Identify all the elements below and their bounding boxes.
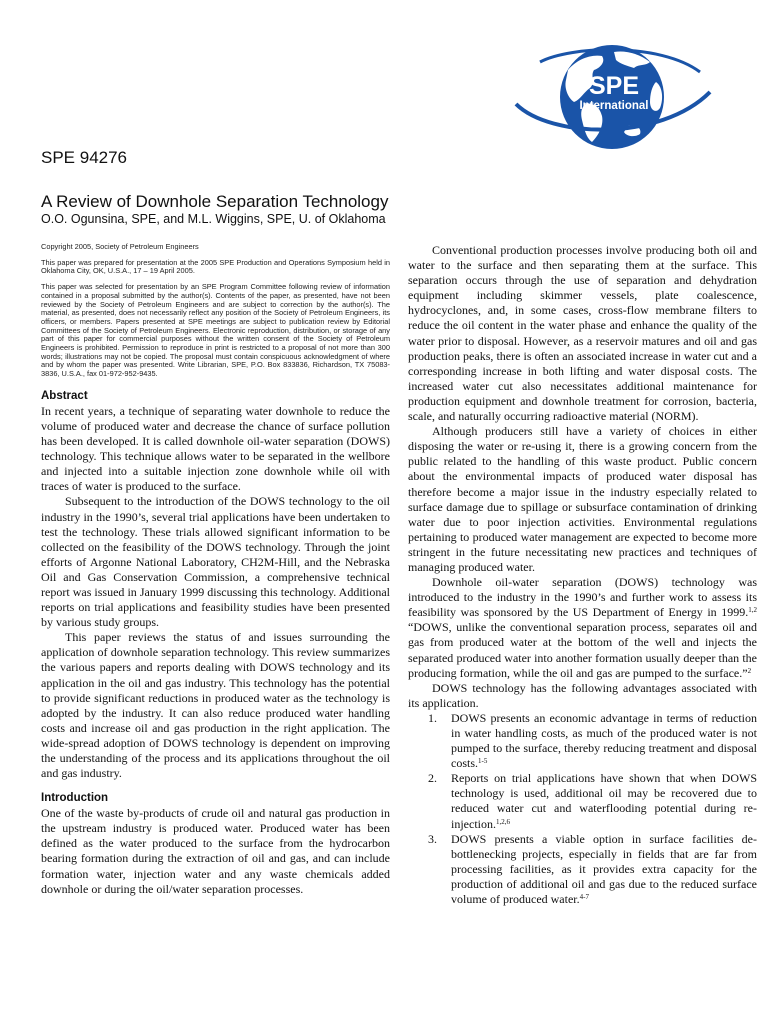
spe-international-logo — [510, 42, 715, 152]
list-item-number: 3. — [428, 831, 437, 846]
introduction-heading: Introduction — [41, 792, 109, 805]
citation-superscript: 2 — [747, 666, 752, 675]
citation-superscript: 4-7 — [579, 893, 589, 902]
introduction-paragraph-1: One of the waste by-products of crude oil and natural gas production in the upstream industry is produced water. Produced water has been defined as the water produced to the surface from the hydrocarbon bearing formation during the extraction of oil and gas, and can include formation water, injection water and any waste chemicals added downhole or during the oil/water separation processes. — [41, 806, 390, 896]
disclaimer-notice: This paper was selected for presentation by an SPE Program Committee following review of information contained in a proposal submitted by the author(s). Contents of the paper, as presented, have not been reviewed by the Society of Petroleum Engineers and are subject to correction by the author(s). The material, as presented, does not necessarily reflect any position of the Society of Petroleum Engineers, its officers, or members. Papers presented at SPE meetings are subject to publication review by Editorial Committees of the Society of Petroleum Engineers. Electronic reproduction, distribution, or storage of any part of this paper for commercial purposes without the written consent of the Society of Petroleum Engineers is prohibited. Permission to reproduce in print is restricted to a proposal of not more than 300 words; illustrations may not be copied. The proposal must contain conspicuous acknowledgment of where and by whom the paper was presented. Write Librarian, SPE, P.O. Box 833836, Richardson, TX 75083-3836, U.S.A., fax 01-972-952-9435. — [41, 282, 390, 379]
list-item-number: 1. — [428, 710, 437, 725]
list-item-text: Reports on trial applications have shown that when DOWS technology is used, additional oil may be recovered due to reduced water cut and waterflooding potential during re-injection. — [451, 771, 757, 831]
abstract-paragraph-2: Subsequent to the introduction of the DOWS technology to the oil industry in the 1990’s, several trial applications have been undertaken to test the technology. These trials allowed significant information to be collected on the feasibility of the DOWS technology. Through the joint efforts of Argonne National Laboratory, CH2M-Hill, and the Nebraska Oil and Gas Conservation Commission, a comprehensive technical report was issued in January 1999 discussing this technology. Additional reports on trial applications and feasibility studies have been presented by various study groups. — [41, 494, 390, 630]
copyright-notice: Copyright 2005, Society of Petroleum Engineers — [41, 242, 199, 251]
citation-superscript: 1,2,6 — [496, 817, 510, 826]
logo-text-spe: SPE — [588, 72, 640, 100]
paper-number: SPE 94276 — [41, 148, 128, 167]
presentation-notice: This paper was prepared for presentation at the 2005 SPE Production and Operations Symposium held in Oklahoma City, OK, U.S.A., 17 – 19 April 2005. — [41, 257, 390, 276]
advantages-list — [408, 711, 757, 907]
abstract-paragraph-3: This paper reviews the status of and issues surrounding the application of downhole separation technology. This review summarizes the various papers and reports dealing with DOWS technology and its application in the oil and gas industry. This technology has the potential to provide significant reductions in produced water as the technology is adopted by the industry. It can also reduce produced water handling costs and increase oil and gas production in the right application. The wide-spread adoption of DOWS technology is dependent on improving the understanding of the process and its applications throughout the oil and gas industry. — [41, 630, 390, 781]
body-paragraph-1: Conventional production processes involve producing both oil and water to the surface and then separating them at the surface. This separation occurs through the use of separation and dehydration equipment including skimmer vessels, plate coalescence, hydrocyclones, and, in some cases, cross-flow membrane filters to reduce the oil content in the water phase and enhance the quality of the water prior to disposal. However, as a reservoir matures and oil and gas production peaks, there is often an associated increase in water cut and a corresponding increase in both lifting and water disposal costs. The increased water cut also necessitates additional maintenance for production equipment and downhole treatment for corrosion, bacteria, scale, and naturally occurring radioactive material (NORM). — [408, 243, 757, 424]
body-paragraph-3 — [408, 575, 757, 681]
abstract-heading: Abstract — [41, 389, 88, 402]
list-item-text: DOWS presents a viable option in surface facilities de-bottlenecking projects, especially in fields that are far from processing facilities, as it provides extra capacity for the production of additional oil and gas due to the reduced surface volume of produced water. — [451, 831, 757, 907]
citation-superscript: 1-5 — [478, 757, 488, 766]
list-item — [408, 832, 757, 907]
body-paragraph-4: DOWS technology has the following advantages associated with its application. — [408, 680, 757, 710]
paper-title: A Review of Downhole Separation Technology — [41, 192, 389, 211]
list-item-number: 2. — [428, 771, 437, 786]
body-paragraph-2: Although producers still have a variety of choices in either disposing the water or re-using it, there is a growing concern from the public related to the handling of this waste product. Public concern about the environmental impacts of produced water disposal has therefore become a major issue in the industry especially related to surface damage due to spillage or subsurface contamination of drinking water due to poor injection activities. Environmental regulations pertaining to produced water management are expected to become more stringent in the future necessitating new practices and techniques of managing produced water. — [408, 424, 757, 574]
authors: O.O. Ogunsina, SPE, and M.L. Wiggins, SPE, U. of Oklahoma — [41, 212, 386, 226]
globe-icon — [510, 42, 715, 152]
logo-text-international: International — [579, 100, 649, 112]
body-paragraph-3-text-a: Downhole oil-water separation (DOWS) technology was introduced to the industry in the 1990’s and further work to assess its feasibility was sponsored by the US Department of Energy in 1999. — [408, 575, 757, 620]
left-column — [41, 243, 390, 897]
list-item-text: DOWS presents an economic advantage in terms of reduction in water handling costs, as much of the produced water is not pumped to the surface, thereby reducing treatment and disposal costs. — [451, 710, 757, 771]
list-item — [408, 711, 757, 771]
citation-superscript: 1,2 — [748, 606, 757, 615]
abstract-paragraph-1: In recent years, a technique of separating water downhole to reduce the volume of produced water and decrease the chance of surface pollution has been developed. It is called downhole oil-water separation (DOWS) technology. This technique allows water to be separated in the wellbore and injected into a suitable injection zone downhole while oil with traces of water is produced to the surface. — [41, 403, 390, 494]
right-column — [408, 243, 757, 907]
body-paragraph-3-text-b: “DOWS, unlike the conventional separation process, separates oil and gas from produced water at the bottom of the well and injects the separated produced water into another formation usually deeper than the producing formation, while the oil and gas are pumped to the surface.” — [408, 620, 757, 680]
list-item — [408, 771, 757, 831]
